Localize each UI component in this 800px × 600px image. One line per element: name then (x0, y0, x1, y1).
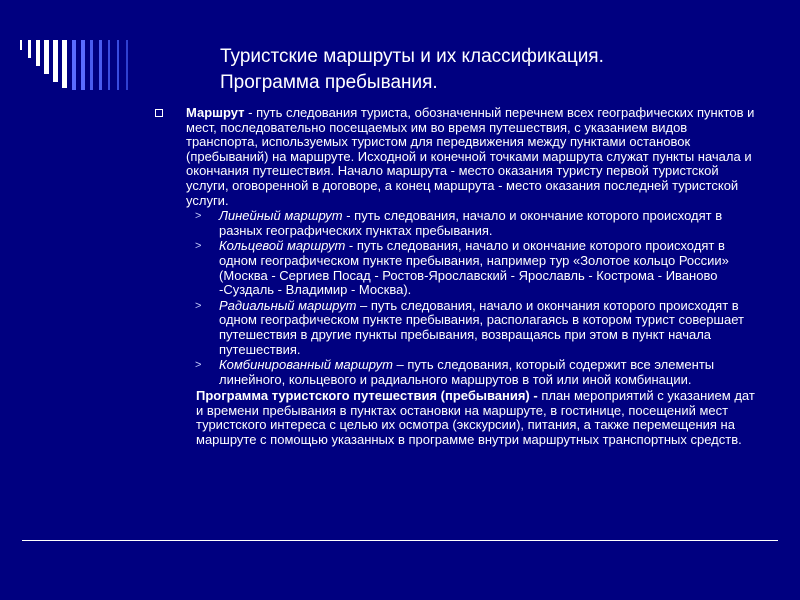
main-definition (155, 106, 755, 208)
arrow-bullet-icon: > (195, 210, 202, 223)
arrow-bullet-icon: > (195, 299, 202, 312)
square-bullet-icon (155, 109, 163, 117)
slide-title-line1: Туристские маршруты и их классификация. (220, 46, 604, 67)
route-type-text: – путь следования, который содержит все элементы линейного, кольцевого и радиального маршрутов в той или иной комбинации. (219, 357, 715, 387)
list-item (155, 299, 755, 357)
route-type-term: Радиальный маршрут (219, 297, 357, 313)
slide-title (220, 44, 740, 96)
list-item (155, 239, 755, 297)
arrow-bullet-icon: > (195, 240, 202, 253)
route-types-list (155, 209, 755, 387)
arrow-bullet-icon: > (195, 359, 202, 372)
list-item (155, 358, 755, 387)
program-term: Программа туристского путешествия (пребывания) - (196, 388, 538, 404)
program-text: план мероприятий с указанием дат и времени пребывания в пунктах остановки на маршруте, в гостинице, посещений мест туристского интереса с целью их осмотра (экскурсии), питания, а также перемещения на маршруте с помощью указанных в программе внутри маршрутных транспортных средств. (196, 388, 755, 448)
route-type-term: Кольцевой маршрут (219, 238, 346, 254)
program-definition (155, 389, 755, 447)
decorative-bars (20, 40, 132, 90)
route-type-text: - путь следования, начало и окончание которого происходят в разных географических пунктах пребывания. (219, 208, 723, 238)
route-type-term: Линейный маршрут (219, 208, 343, 224)
slide-title-line2: Программа пребывания. (220, 72, 438, 93)
route-type-text: - путь следования, начало и окончание которого происходят в одном географическом пункте пребывания, например тур «Золотое кольцо России» (Москва - Сергиев Посад - Ростов-Ярославский - Ярославль - Кострома - Иваново -Суздаль - Владимир - Москва). (219, 238, 729, 298)
route-type-term: Комбинированный маршрут (219, 357, 393, 373)
bottom-divider (22, 540, 778, 541)
main-text: - путь следования туриста, обозначенный перечнем всех географических пунктов и мест, последовательно посещаемых им во время путешествия, с указанием видов транспорта, используемых туристом для передвижения между пунктами остановок (пребываний) на маршруте. Исходной и конечной точками маршрута служат пункты начала и окончания путешествия. Начало маршрута - место оказания туристу первой туристской услуги, оговоренной в договоре, а конец маршрута - место оказания последней туристской услуги. (186, 105, 755, 208)
route-type-text: – путь следования, начало и окончания которого происходят в одном географическом пункте пребывания, располагаясь в котором турист совершает путешествия в другие пункты пребывания, возвращаясь при этом в пункт начала путешествия. (219, 297, 744, 357)
main-term: Маршрут (186, 105, 245, 120)
slide-content (155, 106, 755, 448)
list-item (155, 209, 755, 238)
